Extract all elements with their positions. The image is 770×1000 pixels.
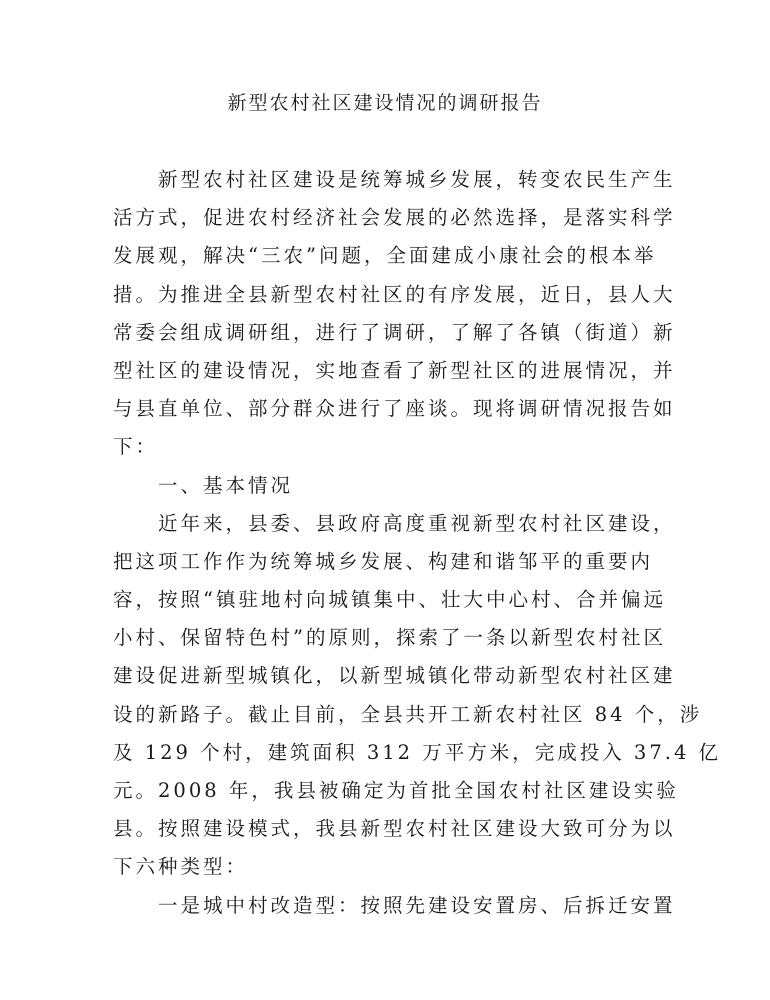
paragraph-line: 一是城中村改造型：按照先建设安置房、后拆迁安置 [158,893,676,917]
paragraph-line: 元。2008 年，我县被确定为首批全国农村社区建设实验 [113,779,679,802]
section-heading: 一、基本情况 [158,473,294,497]
paragraph-line: 措。为推进全县新型农村社区的有序发展，近日，县人大 [113,282,676,306]
paragraph-line: 建设促进新型城镇化，以新型城镇化带动新型农村社区建 [113,664,676,688]
paragraph-line: 及 129 个村，建筑面积 312 万平方米，完成投入 37.4 亿 [113,740,722,764]
paragraph-line: 下： [113,435,159,459]
paragraph-line: 小村、保留特色村”的原则，探索了一条以新型农村社区 [113,626,666,650]
paragraph-line: 活方式，促进农村经济社会发展的必然选择，是落实科学 [113,206,676,230]
paragraph-line: 与县直单位、部分群众进行了座谈。现将调研情况报告如 [113,397,676,421]
paragraph-line: 发展观，解决“三农”问题，全面建成小康社会的根本举 [113,244,657,268]
document-body [113,161,722,925]
document-title: 新型农村社区建设情况的调研报告 [227,92,543,114]
paragraph-line: 设的新路子。截止目前，全县共开工新农村社区 84 个，涉 [113,702,703,726]
paragraph-line: 近年来，县委、县政府高度重视新型农村社区建设， [158,511,676,535]
paragraph-line: 县。按照建设模式，我县新型农村社区建设大致可分为以 [113,817,676,841]
paragraph-line: 容，按照“镇驻地村向城镇集中、壮大中心村、合并偏远 [113,588,666,612]
paragraph-line: 新型农村社区建设是统筹城乡发展，转变农民生产生 [158,168,676,191]
paragraph-line: 下六种类型： [113,855,249,879]
paragraph-line: 把这项工作作为统筹城乡发展、构建和谐邹平的重要内 [113,549,654,573]
paragraph-line: 型社区的建设情况，实地查看了新型社区的进展情况，并 [113,358,676,382]
paragraph-line: 常委会组成调研组，进行了调研，了解了各镇（街道）新 [113,320,676,344]
